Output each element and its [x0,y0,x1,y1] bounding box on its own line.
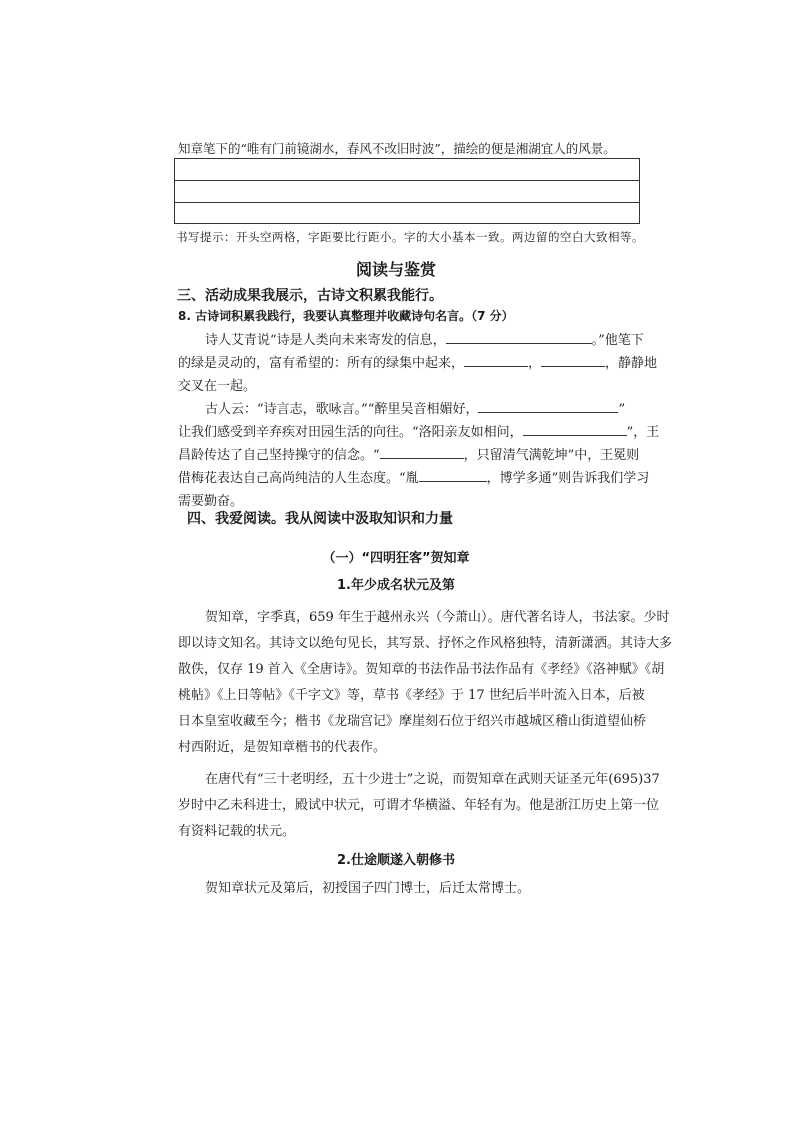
para3: 贺知章状元及第后，初授国子四门博士，后迁太常博士。 [205,881,531,896]
para1-line: 村西附近，是贺知章楷书的代表作。 [178,740,387,755]
q8-p2-line3 [178,444,639,463]
para1-line: 贺知章，字季真，659 年生于越州永兴（今萧山）。唐代著名诗人，书法家。少时 [205,610,670,625]
q8-p1-line3: 交叉在一起。 [178,379,257,394]
writing-grid[interactable] [174,158,640,224]
q8-text: 。”他笔下 [591,333,644,348]
section-title: 阅读与鉴赏 [355,260,436,279]
q8-text: ， [528,356,542,371]
intro-line: 知章笔下的“唯有门前镜湖水，春风不改旧时波”，描绘的便是湘湖宜人的风景。 [178,141,616,156]
answer-blank[interactable] [478,400,618,413]
q8-p2-line2 [178,421,659,440]
para1-line: 日本皇室收藏至今；楷书《龙瑞宫记》摩崖刻石位于绍兴市越城区稽山街道望仙桥 [178,714,647,729]
writing-row[interactable] [175,181,639,203]
answer-blank[interactable] [464,354,528,367]
answer-blank[interactable] [380,446,464,459]
para1-line: 桃帖》《上日等帖》《千字文》等，草书《孝经》于 17 世纪后半叶流入日本，后被 [178,688,645,703]
answer-blank[interactable] [419,469,487,482]
q8-text: 昌龄传达了自己坚持操守的信念。“ [178,448,380,463]
answer-blank[interactable] [446,331,592,344]
q8-text: 诗人艾青说“诗是人类向未来寄发的信息， [205,333,446,348]
q8-text: ，静静地 [605,356,658,371]
answer-blank[interactable] [541,354,605,367]
q8-text: ，只留清气满乾坤”中，王冕则 [463,448,640,463]
para1-line: 即以诗文知名。其诗文以绝句见长，其写景、抒怀之作风格独特，清新潇洒。其诗大多 [178,636,673,651]
q8-text: ” [618,402,626,417]
q8-text: ，博学多通”则告诉我们学习 [486,471,650,486]
answer-blank[interactable] [523,423,627,436]
para1-line: 散佚，仅存 19 首入《全唐诗》。贺知章的书法作品书法作品有《孝经》《洛神赋》《胡 [178,662,665,677]
writing-row[interactable] [175,203,639,224]
q8-p2-line5: 需要勤奋。 [178,494,244,509]
para2-line: 有资料记载的状元。 [178,824,296,839]
q8-text: ”，王 [626,425,660,440]
q8-p2-line4 [178,467,649,486]
para2-line: 岁时中乙未科进士，殿试中状元，可谓才华横溢、年轻有为。他是浙江历史上第一位 [178,798,660,813]
subheading-1: 1.年少成名状元及第 [337,578,455,593]
article-title: （一）“四明狂客”贺知章 [322,551,470,566]
q8-p1-line1 [205,329,644,348]
q8-p2-line1 [205,398,625,417]
part4-heading: 四、我爱阅读。我从阅读中汲取知识和力量 [187,511,453,527]
subheading-2: 2.仕途顺遂入朝修书 [337,853,455,868]
q8-text: 让我们感受到辛弃疾对田园生活的向往。“洛阳亲友如相问， [178,425,523,440]
writing-tip: 书写提示：开头空两格，字距要比行距小。字的大小基本一致。两边留的空白大致相等。 [176,230,644,244]
para2-line: 在唐代有“三十老明经，五十少进士”之说，而贺知章在武则天证圣元年(695)37 [205,772,660,787]
q8-text: 古人云：“诗言志，歌咏言。”“醉里吴音相媚好， [205,402,479,417]
q8-title: 8. 古诗词积累我践行，我要认真整理并收藏诗句名言。（7 分） [178,309,514,323]
part3-heading: 三、活动成果我展示，古诗文积累我能行。 [177,288,443,304]
writing-row[interactable] [175,159,639,181]
q8-p1-line2 [178,352,657,371]
q8-text: 的绿是灵动的，富有希望的：所有的绿集中起来， [178,356,465,371]
q8-text: 借梅花表达自己高尚纯洁的人生态度。“胤 [178,471,419,486]
